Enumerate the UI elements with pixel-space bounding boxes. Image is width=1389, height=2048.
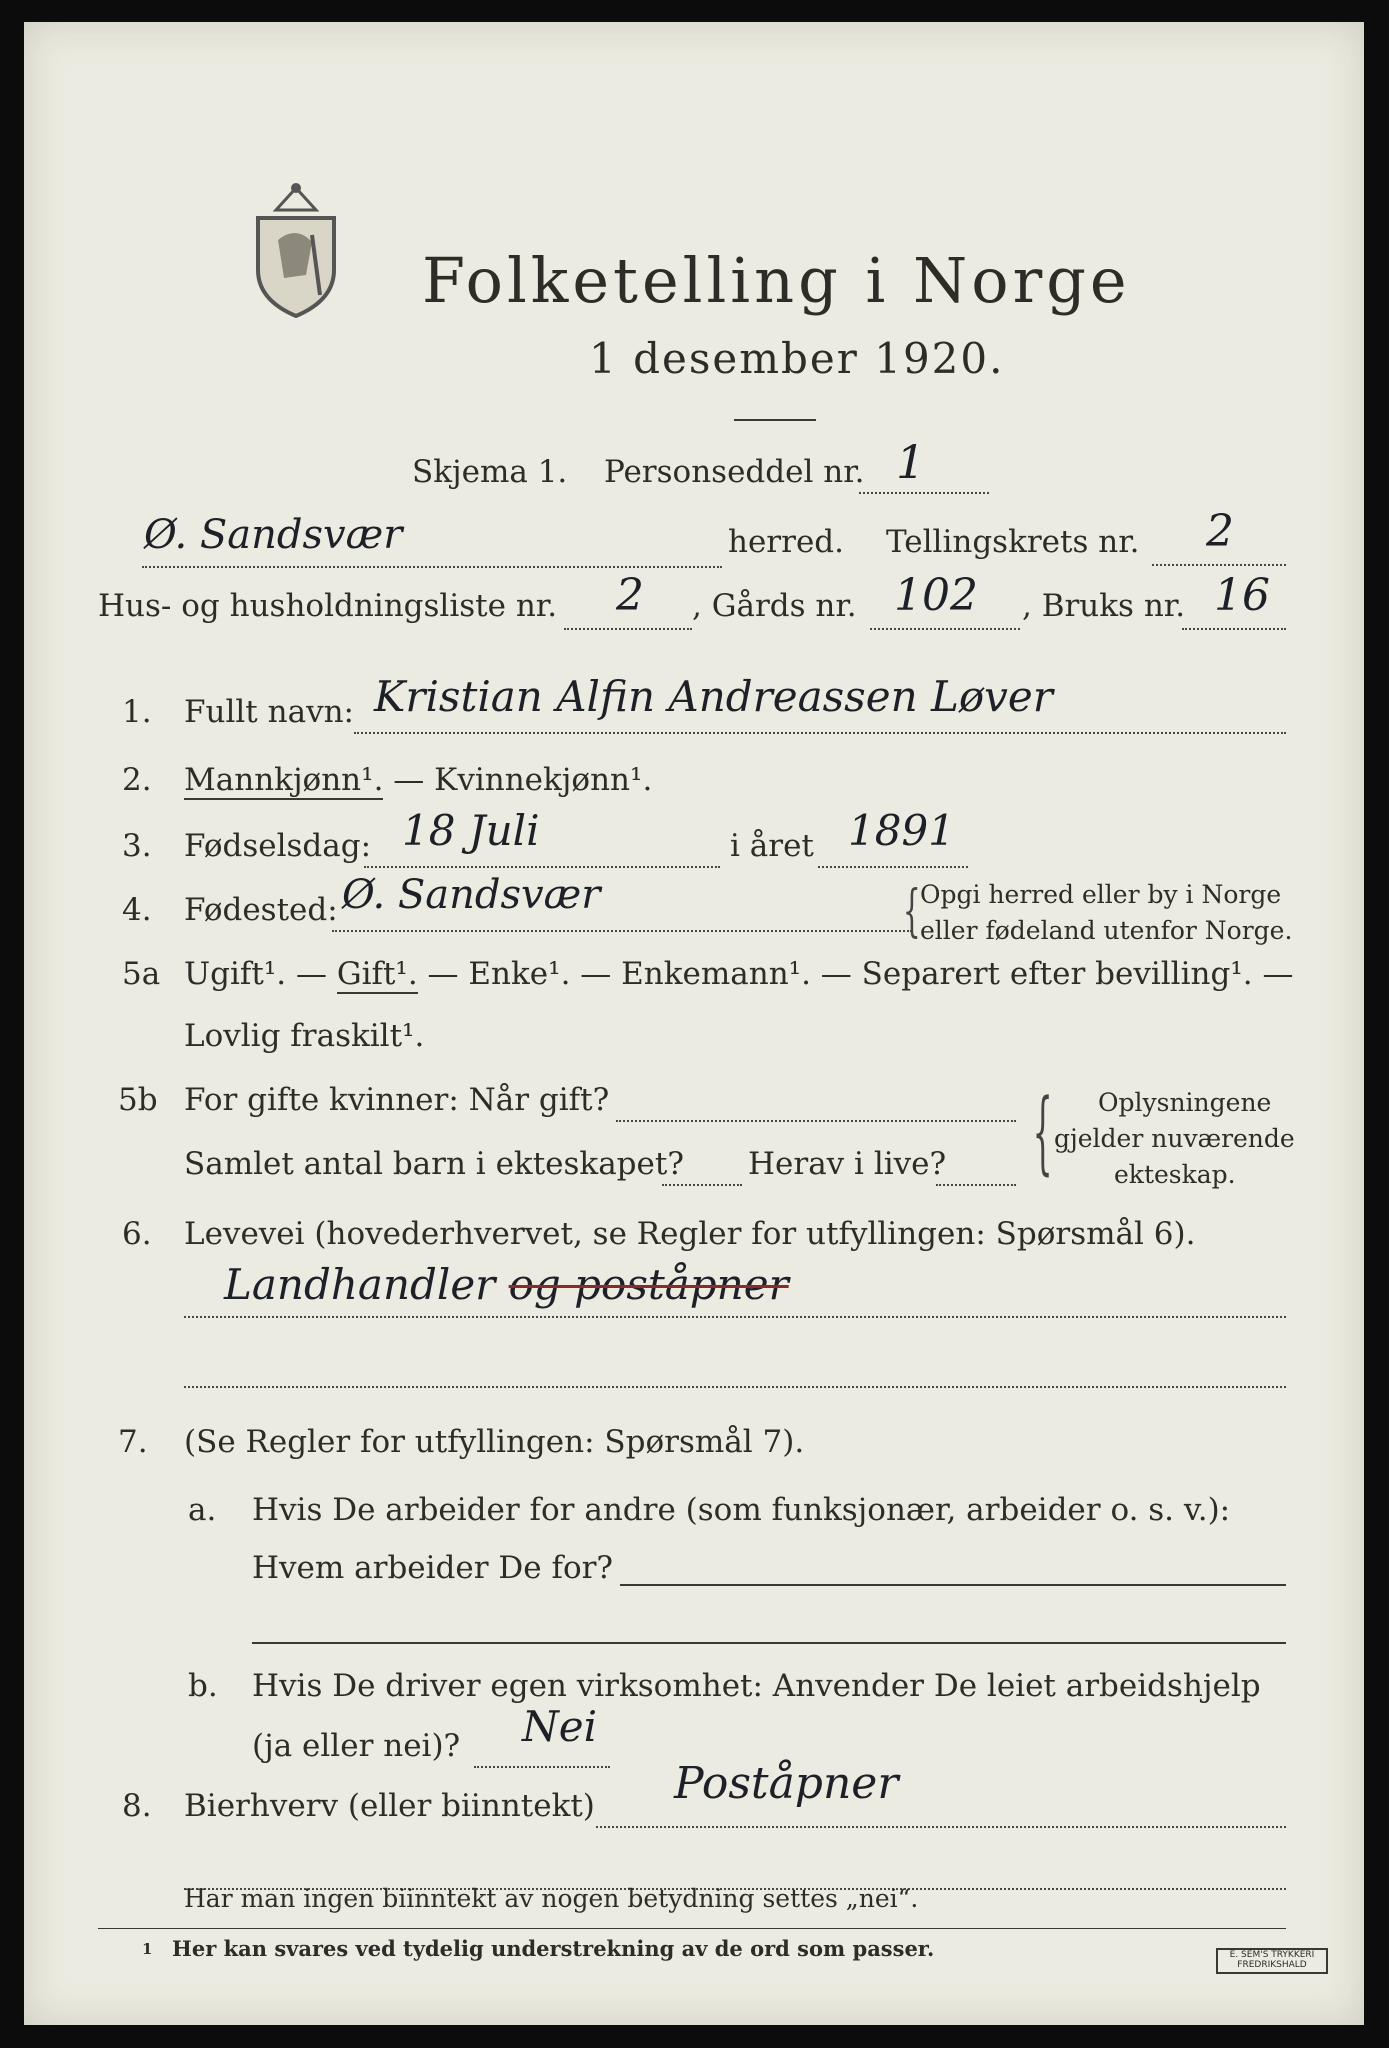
husliste-value: 2 — [616, 570, 644, 621]
q7b-letter: b. — [188, 1668, 218, 1704]
q3-year-label: i året — [730, 828, 814, 864]
q2-separator: — — [383, 762, 435, 798]
hired-help-value: Nei — [522, 1702, 598, 1751]
q4-label: Fødested: — [184, 892, 338, 928]
q1-label: Fullt navn: — [184, 694, 354, 730]
footnote-text: Her kan svares ved tydelig understrekning av de ord som passer. — [172, 1936, 935, 1961]
q5b-children-label: Samlet antal barn i ekteskapet? — [184, 1146, 684, 1182]
q8-label: Bierhverv (eller biinntekt) — [184, 1788, 595, 1824]
bruks-value: 16 — [1214, 570, 1270, 621]
census-form-page — [24, 22, 1364, 2025]
marriage-date-field[interactable] — [616, 1086, 1016, 1122]
q6-label: Levevei (hovederhvervet, se Regler for utfyllingen: Spørsmål 6). — [184, 1216, 1196, 1252]
gards-label: , Gårds nr. — [692, 588, 857, 624]
tellingskrets-label: Tellingskrets nr. — [886, 524, 1140, 560]
option-remaining-status[interactable]: — Enke¹. — Enkemann¹. — Separert efter bevilling¹. — — [417, 956, 1294, 992]
q4-note-line2: eller fødeland utenfor Norge. — [920, 916, 1293, 945]
q5b-alive-label: Herav i live? — [748, 1146, 947, 1182]
title-divider — [734, 419, 816, 421]
q1-number: 1. — [122, 694, 152, 730]
option-lovlig-fraskilt[interactable]: Lovlig fraskilt¹. — [184, 1018, 425, 1054]
bruks-label: , Bruks nr. — [1022, 588, 1186, 624]
q2-options — [184, 762, 652, 798]
birthplace-value: Ø. Sandsvær — [342, 872, 601, 918]
husliste-label: Hus- og husholdningsliste nr. — [98, 588, 558, 624]
tellingskrets-value: 2 — [1206, 506, 1234, 557]
q5a-options — [184, 956, 1293, 992]
personseddel-value: 1 — [896, 435, 926, 489]
printer-stamp: E. SEM'S TRYKKERI FREDRIKSHALD — [1216, 1948, 1328, 1974]
q7a-employer-label: Hvem arbeider De for? — [252, 1550, 614, 1586]
q6-number: 6. — [122, 1216, 152, 1252]
footer-note: Har man ingen biinntekt av nogen betydning settes „nei“. — [184, 1884, 919, 1913]
q7b-label: Hvis De driver egen virksomhet: Anvender De leiet arbeidshjelp — [252, 1668, 1261, 1704]
q7-label: (Se Regler for utfyllingen: Spørsmål 7). — [184, 1424, 805, 1460]
q5b-note-brace: { — [1032, 1080, 1053, 1185]
herred-label: herred. — [728, 524, 844, 560]
census-date: 1 desember 1920. — [589, 334, 1005, 383]
option-mannkjonn-underlined[interactable]: Mannkjønn¹. — [184, 762, 384, 798]
q8-number: 8. — [122, 1788, 152, 1824]
q4-note-line1: Opgi herred eller by i Norge — [920, 880, 1282, 909]
q2-number: 2. — [122, 762, 152, 798]
q5b-note-line2: gjelder nuværende — [1054, 1124, 1295, 1153]
q5b-number: 5b — [118, 1082, 158, 1118]
occupation-landhandler: Landhandler — [224, 1260, 496, 1309]
skjema-label: Skjema 1. — [412, 454, 568, 490]
children-count-field[interactable] — [662, 1150, 742, 1186]
birthdate-value: 18 Juli — [402, 806, 540, 855]
q7b-yesno-label: (ja eller nei)? — [252, 1728, 461, 1764]
q5b-note-line1: Oplysningene — [1098, 1088, 1272, 1117]
full-name-value: Kristian Alfin Andreassen Løver — [374, 672, 1053, 721]
personseddel-label: Personseddel nr. — [604, 454, 865, 490]
q5b-note-line3: ekteskap. — [1114, 1160, 1236, 1189]
option-gift-underlined[interactable]: Gift¹. — [336, 956, 418, 992]
occupation-struck-through: og poståpner — [508, 1260, 789, 1309]
q5a-number: 5a — [122, 956, 161, 992]
norway-coat-of-arms-icon — [246, 180, 346, 320]
employer-field-line2[interactable] — [252, 1642, 1286, 1644]
q5b-label: For gifte kvinner: Når gift? — [184, 1082, 610, 1118]
q7a-letter: a. — [188, 1492, 217, 1528]
q4-number: 4. — [122, 892, 152, 928]
employer-field[interactable] — [620, 1584, 1286, 1586]
q7a-label: Hvis De arbeider for andre (som funksjonær, arbeider o. s. v.): — [252, 1492, 1231, 1528]
option-ugift[interactable]: Ugift¹. — — [184, 956, 337, 992]
side-income-value: Poståpner — [674, 1758, 899, 1809]
footnote-divider — [98, 1928, 1286, 1929]
occupation-field-line2[interactable] — [184, 1352, 1286, 1388]
occupation-value — [224, 1260, 789, 1309]
herred-value: Ø. Sandsvær — [144, 512, 403, 558]
q3-label: Fødselsdag: — [184, 828, 372, 864]
footnote-mark: 1 — [142, 1940, 153, 1958]
q3-number: 3. — [122, 828, 152, 864]
gards-value: 102 — [894, 570, 978, 621]
birth-year-value: 1891 — [848, 806, 955, 855]
form-title: Folketelling i Norge — [422, 244, 1131, 317]
option-kvinnekjonn[interactable]: Kvinnekjønn¹. — [434, 762, 653, 798]
q7-number: 7. — [118, 1424, 148, 1460]
children-alive-field[interactable] — [936, 1150, 1016, 1186]
q4-note-brace: { — [902, 879, 921, 944]
